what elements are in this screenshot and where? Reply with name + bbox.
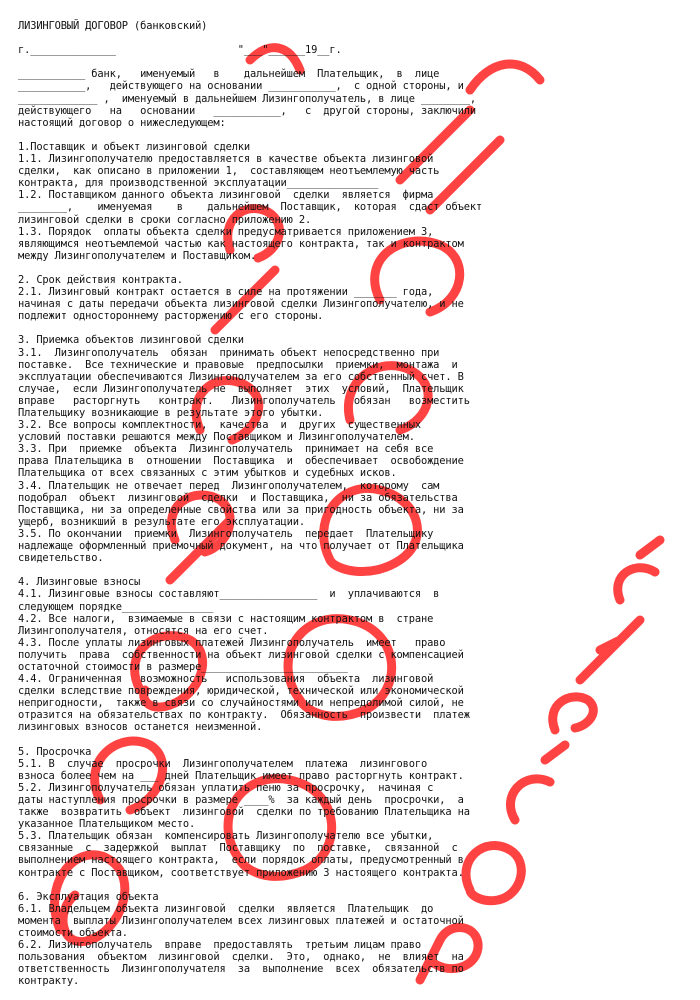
section (18, 576, 530, 745)
section-line: надлежаще оформленный приемочный документ, на что получает от Плательщика (18, 540, 464, 553)
section-line: сделки вследствие повреждения, юридической, технической или экономической (18, 685, 464, 698)
section-line: 3.4. Плательщик не отвечает перед Лизингополучателем, которому сам (18, 479, 440, 492)
section-line: 5.1. В случае просрочки Лизингополучателем платежа лизингового (18, 757, 428, 770)
section-line: вправе расторгнуть контракт. Лизингополучатель обязан возместить (18, 394, 470, 407)
section-line: отразится на обязательствах по контракту. Обязанность произвести платеж (18, 709, 470, 722)
section-line: непригодности, также в связи со случайностями или непредолимой силой, не (18, 697, 464, 710)
section-line: права Плательщика в отношении Поставщика и обеспечивает освобождение (18, 455, 464, 468)
section-line: эксплуатации обеспечиваются Лизингополучателем за его собственный счет. В (18, 370, 464, 383)
section-line: 6.2. Лизингополучатель вправе предоставлять третьим лицам право (18, 939, 421, 952)
section-heading: 4. Лизинговые взносы (18, 576, 141, 589)
section-line: лизинговых взносов останется неизменной. (18, 721, 263, 734)
section-line: пользования объектом лизинговой сделки. Это, однако, не влияет на (18, 951, 464, 964)
section-line: Поставщика, ни за определенные свойства или за пригодность объекта, ни за (18, 503, 464, 516)
section-line: случае, если Лизингополучатель не выполняет этих условий, Плательщик (18, 382, 464, 395)
document-title: ЛИЗИНГОВЫЙ ДОГОВОР (банковский) (18, 20, 208, 32)
section-line: выполнением настоящего контракта, если порядок оплаты, предусмотренный в (18, 854, 464, 867)
section-line: также возвратить объект лизинговой сделки по требованию Плательщика на (18, 806, 470, 819)
section-line: Плательщику возникающие в результате этого убытки. (18, 407, 324, 419)
section-heading: 2. Срок действия контракта. (18, 273, 183, 286)
preamble (18, 68, 530, 128)
section-line: 1.1. Лизингополучателю предоставляется в качестве объекта лизинговой (18, 153, 434, 166)
section (18, 334, 530, 576)
section-line: ________, именуемая в дальнейшем Поставщик, которая сдаст объект (18, 201, 483, 214)
section-line: контракта, для производственной эксплуатации_______________ (18, 177, 379, 190)
section-line: Лизингополучателя, относятся на его счет. (18, 624, 269, 637)
section-line: между Лизингополучателем и Поставщиком. (18, 249, 257, 262)
preamble-line: ___________, действующего на основании ___________, с одной стороны, и (18, 80, 464, 93)
section-line: получить права собственности на объект лизинговой сделки с компенсацией (18, 648, 464, 661)
preamble-line: _____________ , именуемый в дальнейшем Лизингополучатель, в лице ________, (18, 92, 476, 105)
section-line: подобрал объект лизинговой сделки и Поставщика, ни за обязательства (18, 491, 458, 504)
section-line: 3.1. Лизингополучатель обязан принимать объект непосредственно при (18, 346, 440, 359)
section-line: 4.2. Все налоги, взимаемые в связи с настоящим контрактом в стране (18, 612, 434, 625)
section-line: условий поставки решаются между Поставщиком и Лизингополучателем. (18, 431, 415, 444)
section-line: 3.2. Все вопросы комплектности, качества и других существенных (18, 419, 421, 432)
section-line: 6.1. Владельцем объекта лизинговой сделки является Плательщик до (18, 902, 434, 915)
section-heading: 1.Поставщик и объект лизинговой сделки (18, 140, 251, 153)
section-heading: 6. Эксплуатация объекта (18, 890, 159, 903)
section-line: 4.3. После уплаты лизинговых платежей Лизингополучатель имеет право (18, 636, 446, 649)
section-line: 5.2. Лизингополучатель обязан уплатить пеню за просрочку, начиная с (18, 781, 434, 794)
section-line: взноса более чем на ___ дней Плательщик имеет право расторгнуть контракт. (18, 769, 464, 782)
section-line: указанное Плательщиком место. (18, 818, 196, 831)
place-date-line: г.______________ "___"______19__г. (18, 44, 342, 57)
section (18, 891, 530, 988)
section (18, 746, 530, 891)
section-line: даты наступления просрочки в размере ____% за каждый день просрочки, а (18, 794, 464, 806)
section-line: лизинговой сделки в сроки согласно приложению 2. (18, 213, 312, 226)
section-line: 5.3. Плательщик обязан компенсировать Лизингополучателю все убытки, (18, 830, 434, 843)
section-line: сделки, как описано в приложении 1, составляющем неотъемлемую часть (18, 165, 440, 178)
section-line: контракте с Поставщиком, соответствует приложению 3 настоящего контракта. (18, 866, 464, 879)
section-line: момента выплаты Лизингополучателем всех лизинговых платежей и остаточной (18, 914, 464, 927)
section-line: 1.2. Поставщиком данного объекта лизинговой сделки является фирма (18, 189, 434, 202)
section-line: контракту. (18, 975, 80, 988)
section-line: ущерб, возникший в результате его эксплуатации. (18, 515, 305, 528)
section-line: 1.3. Порядок оплаты объекта сделки предусматривается приложением 3, (18, 225, 434, 238)
section-line: связанные с задержкой выплат Поставщику по поставке, связанной с (18, 842, 458, 855)
section-line: 3.5. По окончании приемки Лизингополучатель передает Плательщику (18, 527, 434, 540)
contract-document (18, 20, 530, 988)
section-line: 3.3. При приемке объекта Лизингополучатель принимает на себя все (18, 443, 434, 456)
sections (18, 141, 530, 988)
preamble-line: действующего на основании ___________, с другой стороны, заключили (18, 104, 476, 117)
section-heading: 5. Просрочка (18, 745, 92, 758)
section (18, 274, 530, 334)
section-line: свидетельство. (18, 552, 104, 565)
section (18, 141, 530, 274)
section-line: 4.4. Ограниченная возможность использования объекта лизинговой (18, 673, 434, 686)
section-heading: 3. Приемка объектов лизинговой сделки (18, 334, 244, 347)
section-line: остаточной стоимости в размере________________________ (18, 660, 348, 673)
section-line: следующем порядке_______________ (18, 600, 214, 613)
preamble-line: настоящий договор о нижеследующем: (18, 116, 226, 129)
preamble-line: ___________ банк, именуемый в дальнейшем Плательщик, в лице (18, 68, 440, 81)
section-line: начиная с даты передачи объекта лизинговой сделки Лизингополучателю, и не (18, 298, 464, 311)
section-line: Плательщика от всех связанных с этим убытков и судебных исков. (18, 467, 397, 480)
section-line: поставке. Все технические и правовые предпосылки приемки, монтажа и (18, 358, 458, 371)
section-line: 4.1. Лизинговые взносы составляют________________ и уплачиваются в (18, 588, 440, 601)
section-line: 2.1. Лизинговый контракт остается в силе на протяжении _______ года, (18, 286, 434, 299)
section-line: стоимости объекта. (18, 927, 128, 940)
section-line: ответственность Лизингополучателя за выполнение всех обязательств по (18, 963, 464, 976)
section-line: являющимся неотъемлемой частью как настоящего контракта, так и контрактом (18, 237, 464, 250)
section-line: подлежит одностороннему расторжению с его стороны. (18, 310, 324, 323)
